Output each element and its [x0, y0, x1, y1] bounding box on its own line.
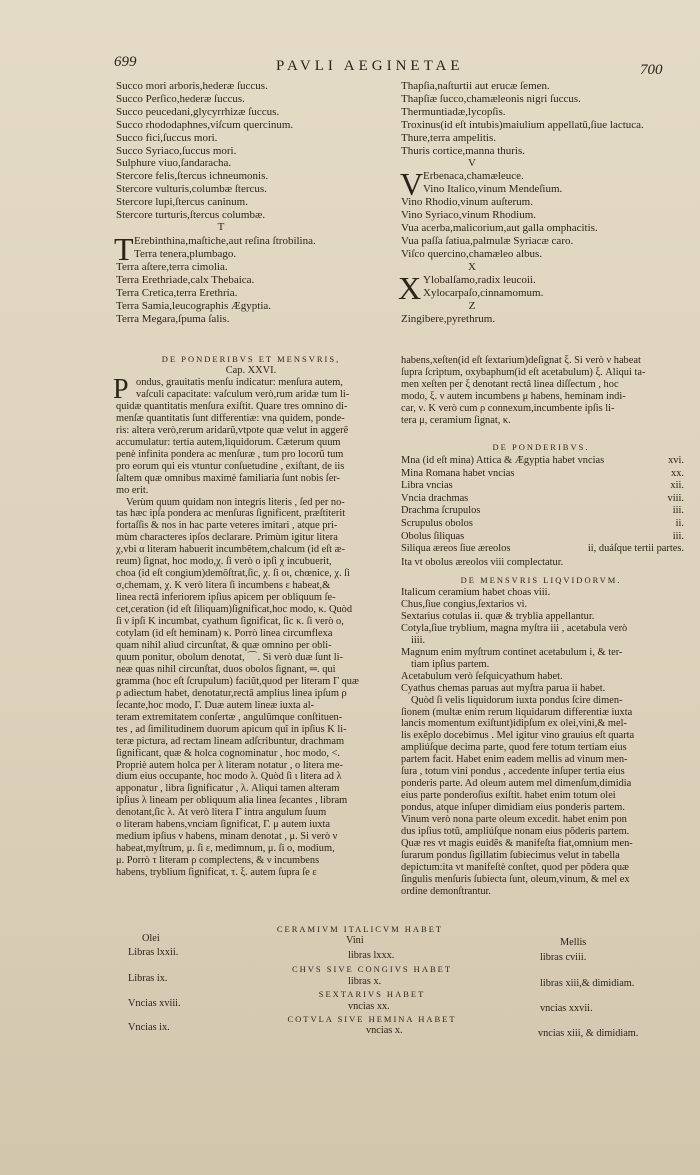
glossary-line: Terra Samia,leucographis Ægyptia.: [116, 299, 272, 312]
text-line: eius parte ponderoſius exiſtit. habet enim totum olei: [401, 790, 616, 802]
ponderibus-value: xx.: [671, 467, 684, 479]
text-line: σ,chemam, χ. K verò litera ſi incumbens ε habeat,&: [116, 580, 331, 592]
initial-letter-p: P: [113, 374, 129, 405]
liquidorum-heading: DE MENSVRIS LIQVIDORVM.: [460, 575, 622, 585]
glossary-line: Terra Erethriade,calx Thebaica.: [116, 273, 255, 286]
glossary-line: Stercore vulturis,columbæ ſtercus.: [116, 183, 267, 196]
table-cell-vini: vncias xx.: [348, 1001, 390, 1012]
glossary-line: Vino Syriaco,vinum Rhodium.: [401, 208, 537, 221]
glossary-t-list: [116, 261, 386, 326]
text-line: linea rectâ inferiorem ipſius apicem per obliquum ſe-: [116, 592, 336, 604]
text-line: depictum:ita vt manifeſtè conſtet, quod per põdera quæ: [401, 861, 629, 873]
ponderibus-value: iii.: [672, 530, 684, 542]
text-line: tas hæc ipſa pondera ac menſuras ſignificent, præſtiterit: [116, 508, 346, 520]
ponderibus-row: [401, 480, 684, 493]
table-cell-mellis: vncias xxvii.: [540, 1003, 593, 1014]
text-line: lancis momentum exiſtunt)idipſum ex olei,vini,& mel-: [401, 718, 627, 730]
glossary-line: Ylobalſamo,radix leucoii.: [423, 274, 536, 286]
text-line: ſupra ſcriptum, oxybaphum(id eſt acetabulum) ξ. Aliqui ta-: [401, 366, 646, 378]
text-line: ſignificant, quæ & holca cognominatur , hoc modo, <.: [116, 747, 341, 759]
ponderibus-item: Siliqua æreos ſiue æreolos: [401, 543, 511, 555]
text-line: iiii.: [411, 634, 426, 646]
text-line: teram extremitatem conſertæ , angulũmque conſtituen-: [116, 711, 343, 723]
glossary-line: Succo mori arboris,hederæ ſuccus.: [116, 80, 268, 92]
table-cell-mellis: libras cviii.: [540, 952, 587, 963]
glossary-line: Thapſia,naſturtii aut erucæ ſemen.: [401, 80, 550, 92]
text-line: ſecante,hoc modo, Γ. Duæ autem lineæ iuxta al-: [116, 699, 315, 711]
table-subheading: SEXTARIVS HABET: [318, 989, 426, 999]
glossary-line: Succo Perſico,hederæ ſuccus.: [116, 92, 245, 105]
table-cell-mellis: vncias xiii, & dimidiam.: [538, 1028, 639, 1039]
text-line: ſurarum pondus ſigillatim ſubiecimus velut in tabella: [401, 849, 620, 861]
text-line: car, ν. K verò cum ρ connexum,incumbente ipſis li-: [401, 402, 615, 414]
glossary-line: Vua acerba,malicorium,aut galla omphacitis.: [401, 221, 598, 234]
text-line: Cyathus chemas paruas aut myſtra parua ii habet.: [401, 682, 606, 694]
text-line: menſæ quantitatis ſunt differentiæ: vna quidem, ponde-: [116, 412, 345, 424]
text-line: ſaltem quæ omnibus maximè familiaria ſunt nobis ſer-: [116, 472, 341, 484]
text-line: ponderis parte. Ad oleum autem mel dimenſum,dimidia: [401, 778, 632, 790]
text-line: ſionem (multæ enim rerum liquidarum differentiæ iuxta: [401, 706, 633, 718]
glossary-t-first: [134, 235, 316, 248]
ponderibus-value: xvi.: [668, 455, 684, 466]
glossary-line: Stercore turturis,ſtercus columbæ.: [116, 209, 266, 222]
glossary-line: Vino Rhodio,vinum auſterum.: [401, 196, 533, 208]
ponderibus-value: viii.: [667, 492, 684, 504]
text-line: reum) ſignat, hoc modo,χ. ſi verò ο ipſi χ incubuerit,: [116, 556, 332, 568]
text-line: fortaſſis & nos in hac parte veteres imitari , atque pri-: [116, 520, 338, 532]
ponderibus-value: ii, duáſque tertii partes.: [587, 543, 684, 555]
text-line: ρ adiectum habet, denotatur,rectâ amplius linea ipſum ρ: [116, 687, 347, 699]
text-line: denotant,ſic λ. At verò litera Γ intra angulum ſuum: [116, 807, 327, 819]
text-line: ſi ν ipſi K incumbat, cyathum ſignificat, ſic κ. ſi verò ο,: [116, 616, 344, 628]
page-number-right: 700: [640, 62, 663, 78]
ponderibus-value: iii.: [672, 505, 684, 517]
text-line: pondus, atque inſuper dimidiam eius ponderis partem.: [401, 802, 625, 814]
ponderibus-row: [401, 531, 684, 544]
chapter-body: [116, 377, 394, 879]
text-line: μ. Porrò τ literam ρ complectens, & ν incumbens: [116, 855, 320, 867]
glossary-line: Stercore lupi,ſtercus caninum.: [116, 196, 248, 209]
table-cell-mellis: libras xiii,& dimidiam.: [540, 978, 635, 989]
ponderibus-row: [401, 455, 684, 468]
initial-letter-v: V: [400, 166, 424, 202]
glossary-line: Viſco quercino,chamæleo albus.: [401, 247, 543, 260]
text-line: quam nihil aliud circunſtat, & quæ omnino per obli-: [116, 639, 332, 651]
ponderibus-item: Mina Romana habet vncias: [401, 467, 515, 479]
text-line: mo erit.: [116, 484, 149, 496]
ponderibus-value: ii.: [675, 517, 684, 529]
glossary-v-first: [423, 170, 524, 183]
text-line: habens, tryblium ſignificat, τ. ξ. autem ſupra ſe ε: [116, 867, 317, 879]
table-subheading: COTVLA SIVE HEMINA HABET: [287, 1014, 457, 1024]
glossary-v-second: [423, 183, 562, 196]
ponderibus-row: [401, 505, 684, 518]
text-line: modo, ξ. ν autem incumbens μ habens, heminam indi-: [401, 390, 626, 402]
ponderibus-item: Obolus ſiliquas: [401, 530, 465, 542]
table-cell-olei: Libras ix.: [128, 973, 168, 984]
glossary-line: Terra Cretica,terra Erethria.: [116, 286, 238, 299]
right-intro-text: [401, 355, 681, 427]
glossary-x-second: [423, 287, 543, 300]
table-cell-olei: Vncias xviii.: [128, 998, 181, 1009]
text-line: ſura , totum vini pondus , accedente inſuper tertia eius: [401, 766, 625, 778]
text-line: medium ipſius ν habens, minam denotat , μ. Si verò ν: [116, 831, 338, 843]
glossary-line: Stercore felis,ſtercus ichneumonis.: [116, 170, 269, 183]
ponderibus-row: [401, 518, 684, 531]
text-line: Magnum enim myſtrum continet acetabulum i, & ter-: [401, 646, 623, 658]
chapter-number: Cap. XXVI.: [225, 365, 277, 376]
page-number-left: 699: [114, 54, 137, 70]
table-cell-olei: Vncias ix.: [128, 1022, 170, 1033]
glossary-line: Zingibere,pyrethrum.: [401, 313, 496, 325]
liquidorum-text: [401, 587, 683, 898]
glossary-line: Succo rhododaphnes,viſcum quercinum.: [116, 118, 294, 131]
text-line: apponatur , libra ſignificatur , λ. Aliqui tamen alteram: [116, 783, 340, 795]
text-line: men xeſten per ξ denotant rectâ linea diſſectum , hoc: [401, 378, 619, 390]
text-line: habens,xeſten(id eſt ſextarium)deſignat ξ. Si verò ν habeat: [401, 355, 641, 366]
table-subheading: CHVS SIVE CONGIVS HABET: [291, 964, 453, 974]
table-cell-olei: Libras lxxii.: [128, 947, 179, 958]
glossary-line: Succo Syriaco,ſuccus mori.: [116, 144, 237, 157]
ponderibus-row: [401, 493, 684, 506]
text-line: mùm characteres ipſos declarare. Primùm igitur litera: [116, 532, 338, 544]
table-cell-vini: libras x.: [348, 976, 382, 987]
text-line: Chus,ſiue congius,ſextarios vi.: [401, 598, 528, 610]
text-line: ondus, grauitatis menſu indicatur: menſura autem,: [136, 377, 343, 388]
text-line: tes , ad ſimilitudinem duorum apicum quĩ in ipſius K li-: [116, 723, 347, 735]
glossary-line: Terra Megara,ſpuma ſalis.: [116, 312, 230, 325]
glossary-t2-list: [401, 80, 671, 157]
glossary-line: Erbenaca,chamæleuce.: [423, 170, 524, 182]
glossary-s-list: [116, 80, 386, 222]
glossary-line: Terra aſtere,terra cimolia.: [116, 261, 228, 273]
glossary-line: Xylocarpaſo,cinnamomum.: [423, 287, 544, 299]
text-line: Acetabulum verò ſeſquicyathum habet.: [401, 670, 563, 682]
text-line: ipſius λ lineam per obliquum alia linea ſecantes , libram: [116, 795, 348, 807]
glossary-line: Troxinus(id eſt intubis)maiulium appellatũ,ſiue lactuca.: [401, 118, 644, 131]
table-col-mellis: Mellis: [560, 937, 587, 948]
text-line: Vinum verò nona parte oleum excedit. habet enim pon: [401, 814, 627, 826]
text-line: cotylam (id eſt heminam) κ. Porrò linea circumflexa: [116, 628, 333, 640]
table-cell-vini: vncias x.: [366, 1025, 403, 1036]
section-letter-t: T: [217, 221, 225, 233]
text-line: choa (id eſt congium)demõſtrat,ſic, χ. ſi οι, chœnice, χ. ſi: [116, 568, 350, 580]
text-line: habeat,myſtrum, μ. ſi ε, medimnum, μ. ſi ο, modium,: [116, 843, 335, 855]
text-line: tera μ, ceramium ſignat, κ.: [401, 414, 511, 426]
table-cell-vini: libras lxxx.: [348, 950, 395, 961]
chapter-heading: DE PONDERIBVS ET MENSVRIS,: [161, 354, 341, 364]
glossary-line: Sulphure viuo,ſandaracha.: [116, 157, 232, 170]
running-title: PAVLI AEGINETAE: [276, 58, 464, 74]
text-line: ο literam habens,vnciam ſignificat, Γ. μ autem iuxta: [116, 819, 331, 831]
glossary-z-line: [401, 313, 495, 326]
text-line: Sextarius cotulas ii. quæ & tryblia appellantur.: [401, 610, 595, 622]
section-letter-z: Z: [468, 300, 476, 312]
text-line: tiam ipſius partem.: [411, 658, 490, 670]
ponderibus-value: xii.: [670, 480, 684, 492]
text-line: Quæ res vt magis euidẽs & manifeſta fiat,omnium men-: [401, 838, 633, 850]
glossary-line: Succo fici,ſuccus mori.: [116, 131, 218, 144]
text-line: partem facit. Habet enim eadem mellis ad vinum men-: [401, 754, 628, 766]
text-line: dium eius occupante, hoc modo λ. Quòd ſi ι litera ad λ: [116, 771, 342, 783]
ponderibus-heading: DE PONDERIBVS.: [492, 442, 590, 452]
ponderibus-summary: Ita vt obolus æreolos viii complectatur.: [401, 557, 564, 568]
glossary-line: Vino Italico,vinum Mendeſium.: [423, 183, 563, 195]
ponderibus-row: [401, 468, 684, 481]
text-line: Propriè autem holca per λ literam notatur , ο litera me-: [116, 759, 343, 771]
ponderibus-item: Drachma ſcrupulos: [401, 505, 481, 517]
text-line: ordine demonſtrantur.: [401, 885, 492, 897]
text-line: Cotyla,ſiue tryblium, magna myſtra iii , acetabula verò: [401, 622, 628, 634]
ponderibus-list: [401, 455, 684, 556]
text-line: gramma (hoc eſt ſcrupulum) faciũt,quod per literam Γ quæ: [116, 675, 359, 687]
glossary-line: Thure,terra ampelitis.: [401, 131, 496, 144]
glossary-x-first: [423, 274, 536, 287]
glossary-line: Thapſiæ ſucco,chamæleonis nigri ſuccus.: [401, 92, 581, 105]
glossary-line: Terra tenera,plumbago.: [134, 248, 237, 260]
text-line: ſingulis menſuris ſubiecta ſunt, oleum,vinum, & mel ex: [401, 873, 630, 885]
text-line: cet,ceration (id eſt ſiliquam)ſignificat,hoc modo, κ. Quòd: [116, 604, 353, 616]
glossary-line: Thermuntiadæ,lycopſis.: [401, 105, 506, 118]
text-line: quum ponitur, obolum denotat, ⌒. Si verò duæ ſunt li-: [116, 651, 344, 663]
glossary-line: Erebinthina,maſtiche,aut reſina ſtrobilina.: [134, 235, 316, 247]
ponderibus-row: [401, 543, 684, 556]
ponderibus-item: Libra vncias: [401, 480, 453, 492]
text-line: Italicum ceramium habet choas viii.: [401, 587, 551, 598]
text-line: χ,vbi α literam habuerit incumbẽtem,chalcum (id eſt æ-: [116, 544, 346, 556]
text-line: lis exẽplo docebimus . Mel igitur vino grauius eſt quarta: [401, 730, 635, 742]
ponderibus-item: Mna (id eſt mina) Attica & Ægyptia habet vncias: [401, 455, 605, 466]
glossary-line: Thuris cortice,manna thuris.: [401, 144, 526, 157]
ponderibus-item: Vncia drachmas: [401, 492, 469, 504]
initial-letter-x: X: [398, 270, 422, 306]
ponderibus-item: Scrupulus obolos: [401, 517, 473, 529]
text-line: dus ipſius totũ, ampliúſque nonam eius põderis partem.: [401, 826, 630, 838]
text-line: neæ quas nihil circunſtat, duos obolos ſignant, ═. qui: [116, 663, 336, 675]
table-col-olei: Olei: [142, 933, 160, 944]
text-line: penè infinita pondera ac menſuræ , tum pro locorũ tum: [116, 448, 344, 460]
glossary-t-second: [134, 248, 236, 261]
section-letter-x: X: [468, 261, 476, 273]
section-letter-v: V: [468, 157, 476, 169]
text-line: Quòd ſi velis liquidorum iuxta pondus ſcire dimen-: [411, 694, 623, 706]
text-line: ris: altera verò,rerum aridarũ,vtpote quæ velut in aggerẽ: [116, 424, 349, 436]
text-line: vaſculi capacitate: vaſculum verò,rum aridæ tum li-: [136, 388, 350, 400]
glossary-line: Succo peucedani,glycyrrhizæ ſuccus.: [116, 105, 280, 118]
text-line: Verùm quum quidam non integris literis , ſed per no-: [126, 496, 345, 508]
table-col-vini: Vini: [346, 935, 364, 946]
text-line: pro eorum qui eis vtuntur conſuetudine , exiſtant, de iis: [116, 460, 345, 472]
text-line: teræ pictura, ad rectam lineam adſcribuntur, drachmam: [116, 735, 345, 747]
text-line: ampliúſque decima parte, quod fere totum tertiam eius: [401, 742, 627, 754]
glossary-v-list: [401, 196, 671, 261]
initial-letter-t: T: [114, 231, 134, 267]
text-line: accumulatur: tertia autem,liquidorum. Cæterum quum: [116, 436, 341, 448]
glossary-line: Vua paſſa ſatiua,palmulæ Syriacæ caro.: [401, 234, 574, 247]
table-heading: CERAMIVM ITALICVM HABET: [276, 924, 444, 934]
text-line: quidæ quantitatis menſura exiſtit. Quare tres omnino di-: [116, 400, 348, 412]
